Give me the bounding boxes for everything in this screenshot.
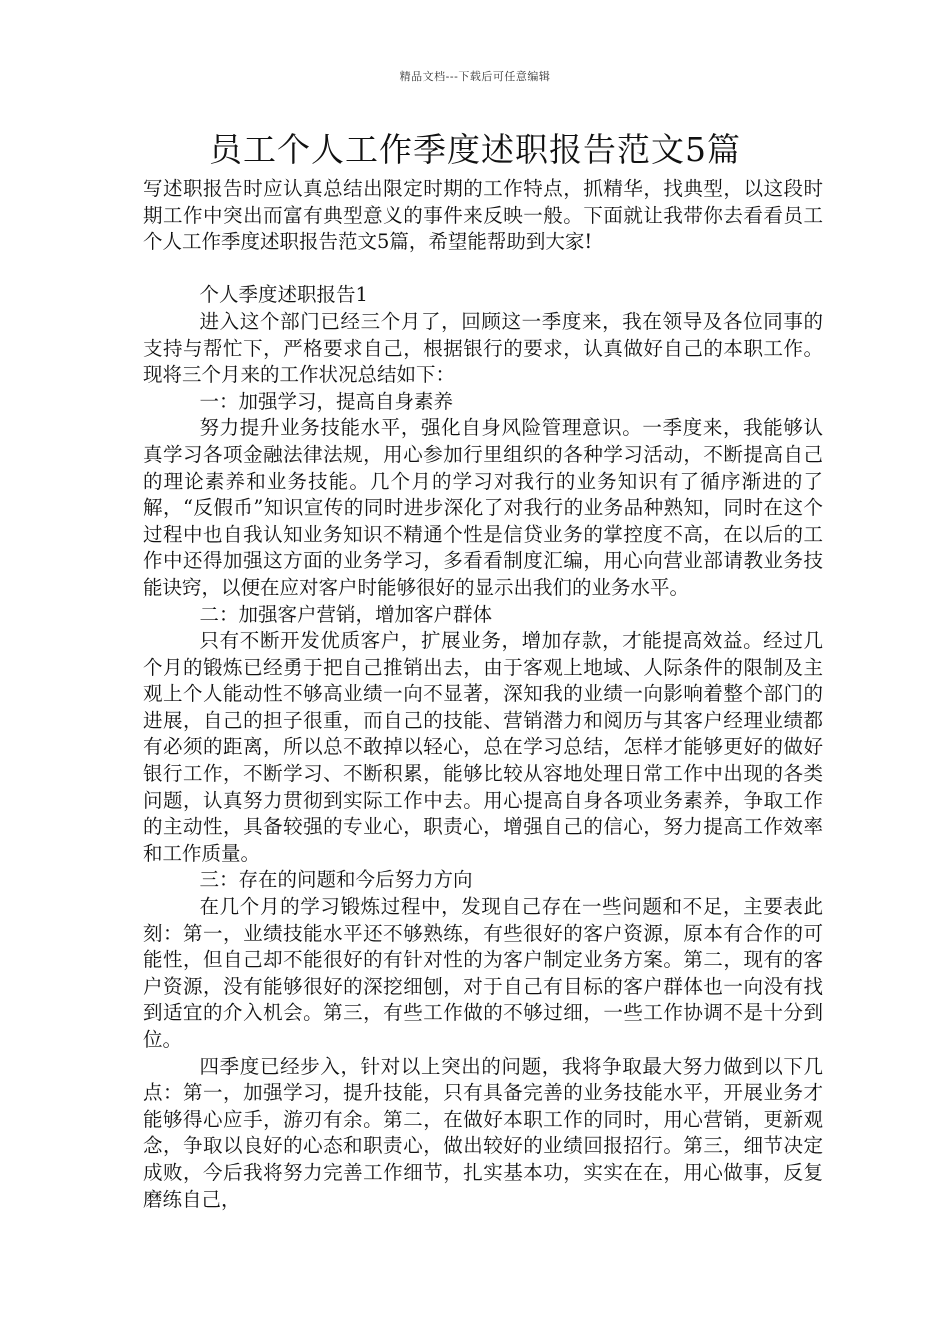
subheading: 三：存在的问题和今后努力方向 [199, 868, 473, 892]
subheading: 一：加强学习，提高自身素养 [199, 389, 454, 413]
subheading: 二：加强客户营销，增加客户群体 [199, 602, 493, 626]
body-paragraph: 在几个月的学习锻炼过程中，发现自己存在一些问题和不足，主要表此刻：第一，业绩技能水平还不够熟练，有些很好的客户资源，原本有合作的可能性，但自己却不能很好的有针对性的为客户制定业务方案。第二，现有的客户资源，没有能够很好的深挖细刨，对于自己有目标的客户群体也一向没有找到适宜的介入机会。第三，有些工作做的不够过细，一些工作协调不是十分到位。 [143, 895, 823, 1051]
body-paragraph: 进入这个部门已经三个月了，回顾这一季度来，我在领导及各位同事的支持与帮忙下，严格要求自己，根据银行的要求，认真做好自己的本职工作。现将三个月来的工作状况总结如下： [143, 309, 823, 387]
header-watermark: 精品文档---下载后可任意编辑 [399, 70, 551, 83]
document-title: 员工个人工作季度述职报告范文5篇 [209, 130, 741, 169]
document-body [143, 176, 823, 1213]
section-title: 个人季度述职报告1 [199, 283, 368, 307]
body-paragraph: 只有不断开发优质客户，扩展业务，增加存款，才能提高效益。经过几个月的锻炼已经勇于把自己推销出去，由于客观上地域、人际条件的限制及主观上个人能动性不够高业绩一向不显著，深知我的业绩一向影响着整个部门的进展，自己的担子很重，而自己的技能、营销潜力和阅历与其客户经理业绩都有必须的距离，所以总不敢掉以轻心，总在学习总结，怎样才能够更好的做好银行工作，不断学习、不断积累，能够比较从容地处理日常工作中出现的各类问题，认真努力贯彻到实际工作中去。用心提高自身各项业务素养，争取工作的主动性，具备较强的专业心，职责心，增强自己的信心，努力提高工作效率和工作质量。 [143, 629, 823, 865]
body-paragraph: 努力提升业务技能水平，强化自身风险管理意识。一季度来，我能够认真学习各项金融法律法规，用心参加行里组织的各种学习活动，不断提高自己的理论素养和业务技能。几个月的学习对我行的业务知识有了循序渐进的了解，“反假币”知识宣传的同时进步深化了对我行的业务品种熟知，同时在这个过程中也自我认知业务知识不精通个性是信贷业务的掌控度不高，在以后的工作中还得加强这方面的业务学习，多看看制度汇编，用心向营业部请教业务技能诀窍，以便在应对客户时能够很好的显示出我们的业务水平。 [143, 416, 823, 599]
body-paragraph: 四季度已经步入，针对以上突出的问题，我将争取最大努力做到以下几点：第一，加强学习，提升技能，只有具备完善的业务技能水平，开展业务才能够得心应手，游刃有余。第二，在做好本职工作的同时，用心营销，更新观念，争取以良好的心态和职责心，做出较好的业绩回报招行。第三，细节决定成败，今后我将努力完善工作细节，扎实基本功，实实在在，用心做事，反复磨练自己， [143, 1054, 823, 1211]
intro-paragraph: 写述职报告时应认真总结出限定时期的工作特点，抓精华，找典型，以这段时期工作中突出而富有典型意义的事件来反映一般。下面就让我带你去看看员工个人工作季度述职报告范文5篇，希望能帮助到大家! [143, 177, 823, 254]
paragraph-spacer [143, 256, 823, 283]
